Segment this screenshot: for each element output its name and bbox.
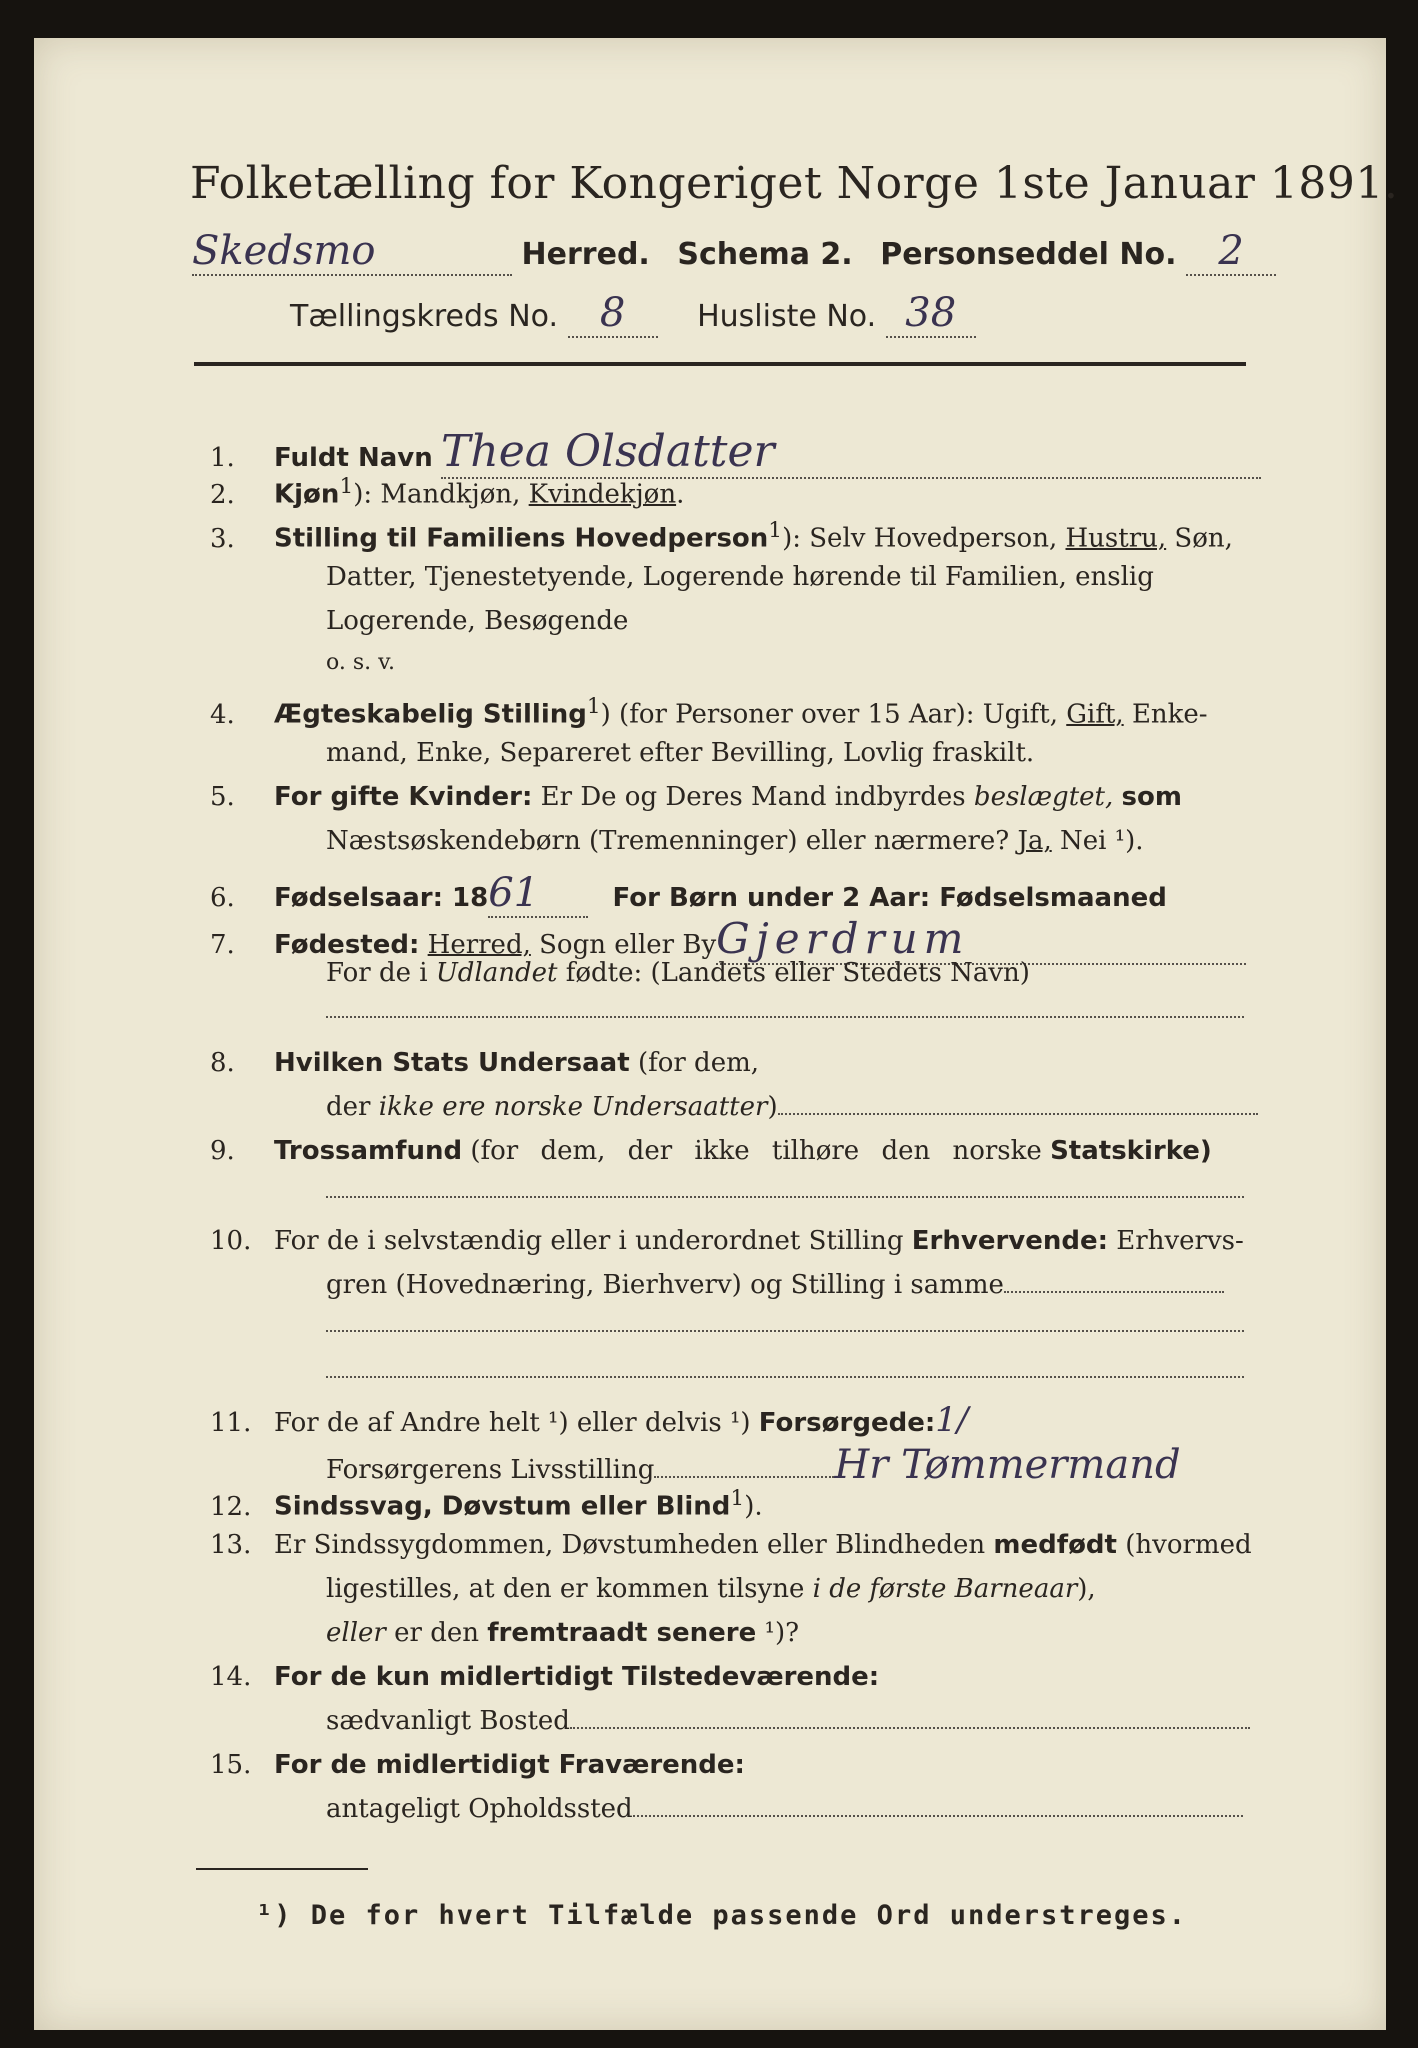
kinship-selected: Ja, (1017, 826, 1052, 856)
item-9-religion: 9. Trossamfund (for dem, der ikke tilhøre den norske Statskirke) (210, 1136, 1212, 1166)
kreds-value: 8 (568, 290, 658, 338)
item-5-line-2: Næstsøskendebørn (Tremenninger) eller nærmere? Ja, Nei ¹). (326, 826, 1144, 856)
personseddel-value: 2 (1186, 228, 1276, 276)
item-13-congenital: 13. Er Sindssygdommen, Døvstumheden eller Blindheden medfødt (hvormed (210, 1530, 1252, 1560)
item-12-disability: 12. Sindssvag, Døvstum eller Blind$^1$). (210, 1486, 763, 1522)
herred-value: Skedsmo (192, 228, 512, 276)
item-11-supported: 11. For de af Andre helt ¹) eller delvis ¹) Forsørgede:1/ (210, 1400, 969, 1440)
item-11-line-2: Forsørgerens Livsstilling Hr Tømmermand (326, 1442, 1181, 1488)
marital-status-selected: Gift, (1066, 699, 1124, 730)
item-3-line-2: Datter, Tjenestetyende, Logerende hørende til Familien, enslig (326, 562, 1154, 592)
full-name-label: Fuldt Navn (274, 443, 433, 473)
header-kreds-row (290, 290, 976, 338)
item-5-married-women: 5. For gifte Kvinder: Er De og Deres Mand indbyrdes beslægtet, som (210, 782, 1182, 812)
birthplace-type-selected: Herred, (427, 930, 531, 960)
item-7-line-2: For de i Udlandet fødte: (Landets eller Stedets Navn) (326, 958, 1030, 988)
form-title: Folketælling for Kongeriget Norge 1ste Januar 1891. (190, 158, 1399, 209)
probable-residence-blank (633, 1815, 1243, 1817)
item-6-birth-year: 6. Fødselsaar: 1861 For Børn under 2 Aar: Fødselsmaaned (210, 870, 1167, 916)
husliste-value: 38 (886, 290, 976, 338)
header-herred-row (192, 228, 1276, 276)
item-13-line-3: eller er den fremtraadt senere ¹)? (326, 1618, 800, 1648)
item-3-line-4: o. s. v. (326, 650, 395, 675)
usual-residence-blank (570, 1727, 1250, 1729)
footnote-rule (196, 1868, 368, 1870)
birth-year-value: 61 (488, 870, 588, 918)
item-4-marital-status: 4. Ægteskabelig Stilling$^1$) (for Personer over 15 Aar): Ugift, Gift, Enke- (210, 694, 1208, 730)
schema-label: Schema 2. (677, 237, 853, 272)
birthplace-value: Gjerdrum (716, 914, 1246, 965)
item-8-line-2: der ikke ere norske Undersaatter) (326, 1092, 1258, 1122)
item-2-sex: 2. Kjøn$^1$): Mandkjøn, Kvindekjøn. (210, 474, 685, 510)
item-14-temporary-present: 14. For de kun midlertidigt Tilstedeværende: (210, 1662, 880, 1692)
item-13-line-2: ligestilles, at den er kommen tilsyne i de første Barneaar), (326, 1574, 1096, 1604)
provider-occupation-value: Hr Tømmermand (834, 1442, 1181, 1488)
item-15-temporary-absent: 15. For de midlertidigt Fraværende: (210, 1750, 745, 1780)
husliste-label: Husliste No. (697, 299, 877, 334)
item-15-line-2: antageligt Opholdssted (326, 1794, 1243, 1824)
item-10-occupation: 10. For de i selvstændig eller i underordnet Stilling Erhvervende: Erhvervs- (210, 1226, 1244, 1256)
header-rule (194, 362, 1246, 366)
herred-label: Herred. (521, 237, 650, 272)
item-3-line-3: Logerende, Besøgende (326, 606, 629, 636)
item-10-line-2: gren (Hovednæring, Bierhverv) og Stilling i samme (326, 1270, 1224, 1300)
item-14-line-2: sædvanligt Bosted (326, 1706, 1250, 1736)
item-9-blank-line (326, 1196, 1244, 1198)
item-10-blank-line-1 (326, 1330, 1244, 1332)
personseddel-label: Personseddel No. (880, 237, 1177, 272)
citizenship-blank (778, 1113, 1258, 1115)
item-7-birthplace: 7. Fødested: Herred, Sogn eller ByGjerdrum (210, 914, 1246, 965)
kreds-label: Tællingskreds No. (290, 299, 558, 334)
family-position-selected: Hustru, (1065, 523, 1167, 554)
supported-mark: 1/ (935, 1400, 969, 1440)
full-name-value: Thea Olsdatter (441, 426, 1261, 479)
item-4-line-2: mand, Enke, Separeret efter Bevilling, Lovlig fraskilt. (326, 738, 1035, 768)
item-10-blank-line-2 (326, 1376, 1244, 1378)
sex-selected: Kvindekjøn (528, 479, 677, 510)
item-8-citizenship: 8. Hvilken Stats Undersaat (for dem, (210, 1048, 759, 1078)
footnote: ¹) De for hvert Tilfælde passende Ord understreges. (256, 1900, 1188, 1931)
item-1-full-name: 1. Fuldt Navn Thea Olsdatter (210, 426, 1261, 479)
item-7-blank-line (326, 1016, 1244, 1018)
item-3-family-position: 3. Stilling til Familiens Hovedperson$^1$): Selv Hovedperson, Hustru, Søn, (210, 518, 1233, 554)
